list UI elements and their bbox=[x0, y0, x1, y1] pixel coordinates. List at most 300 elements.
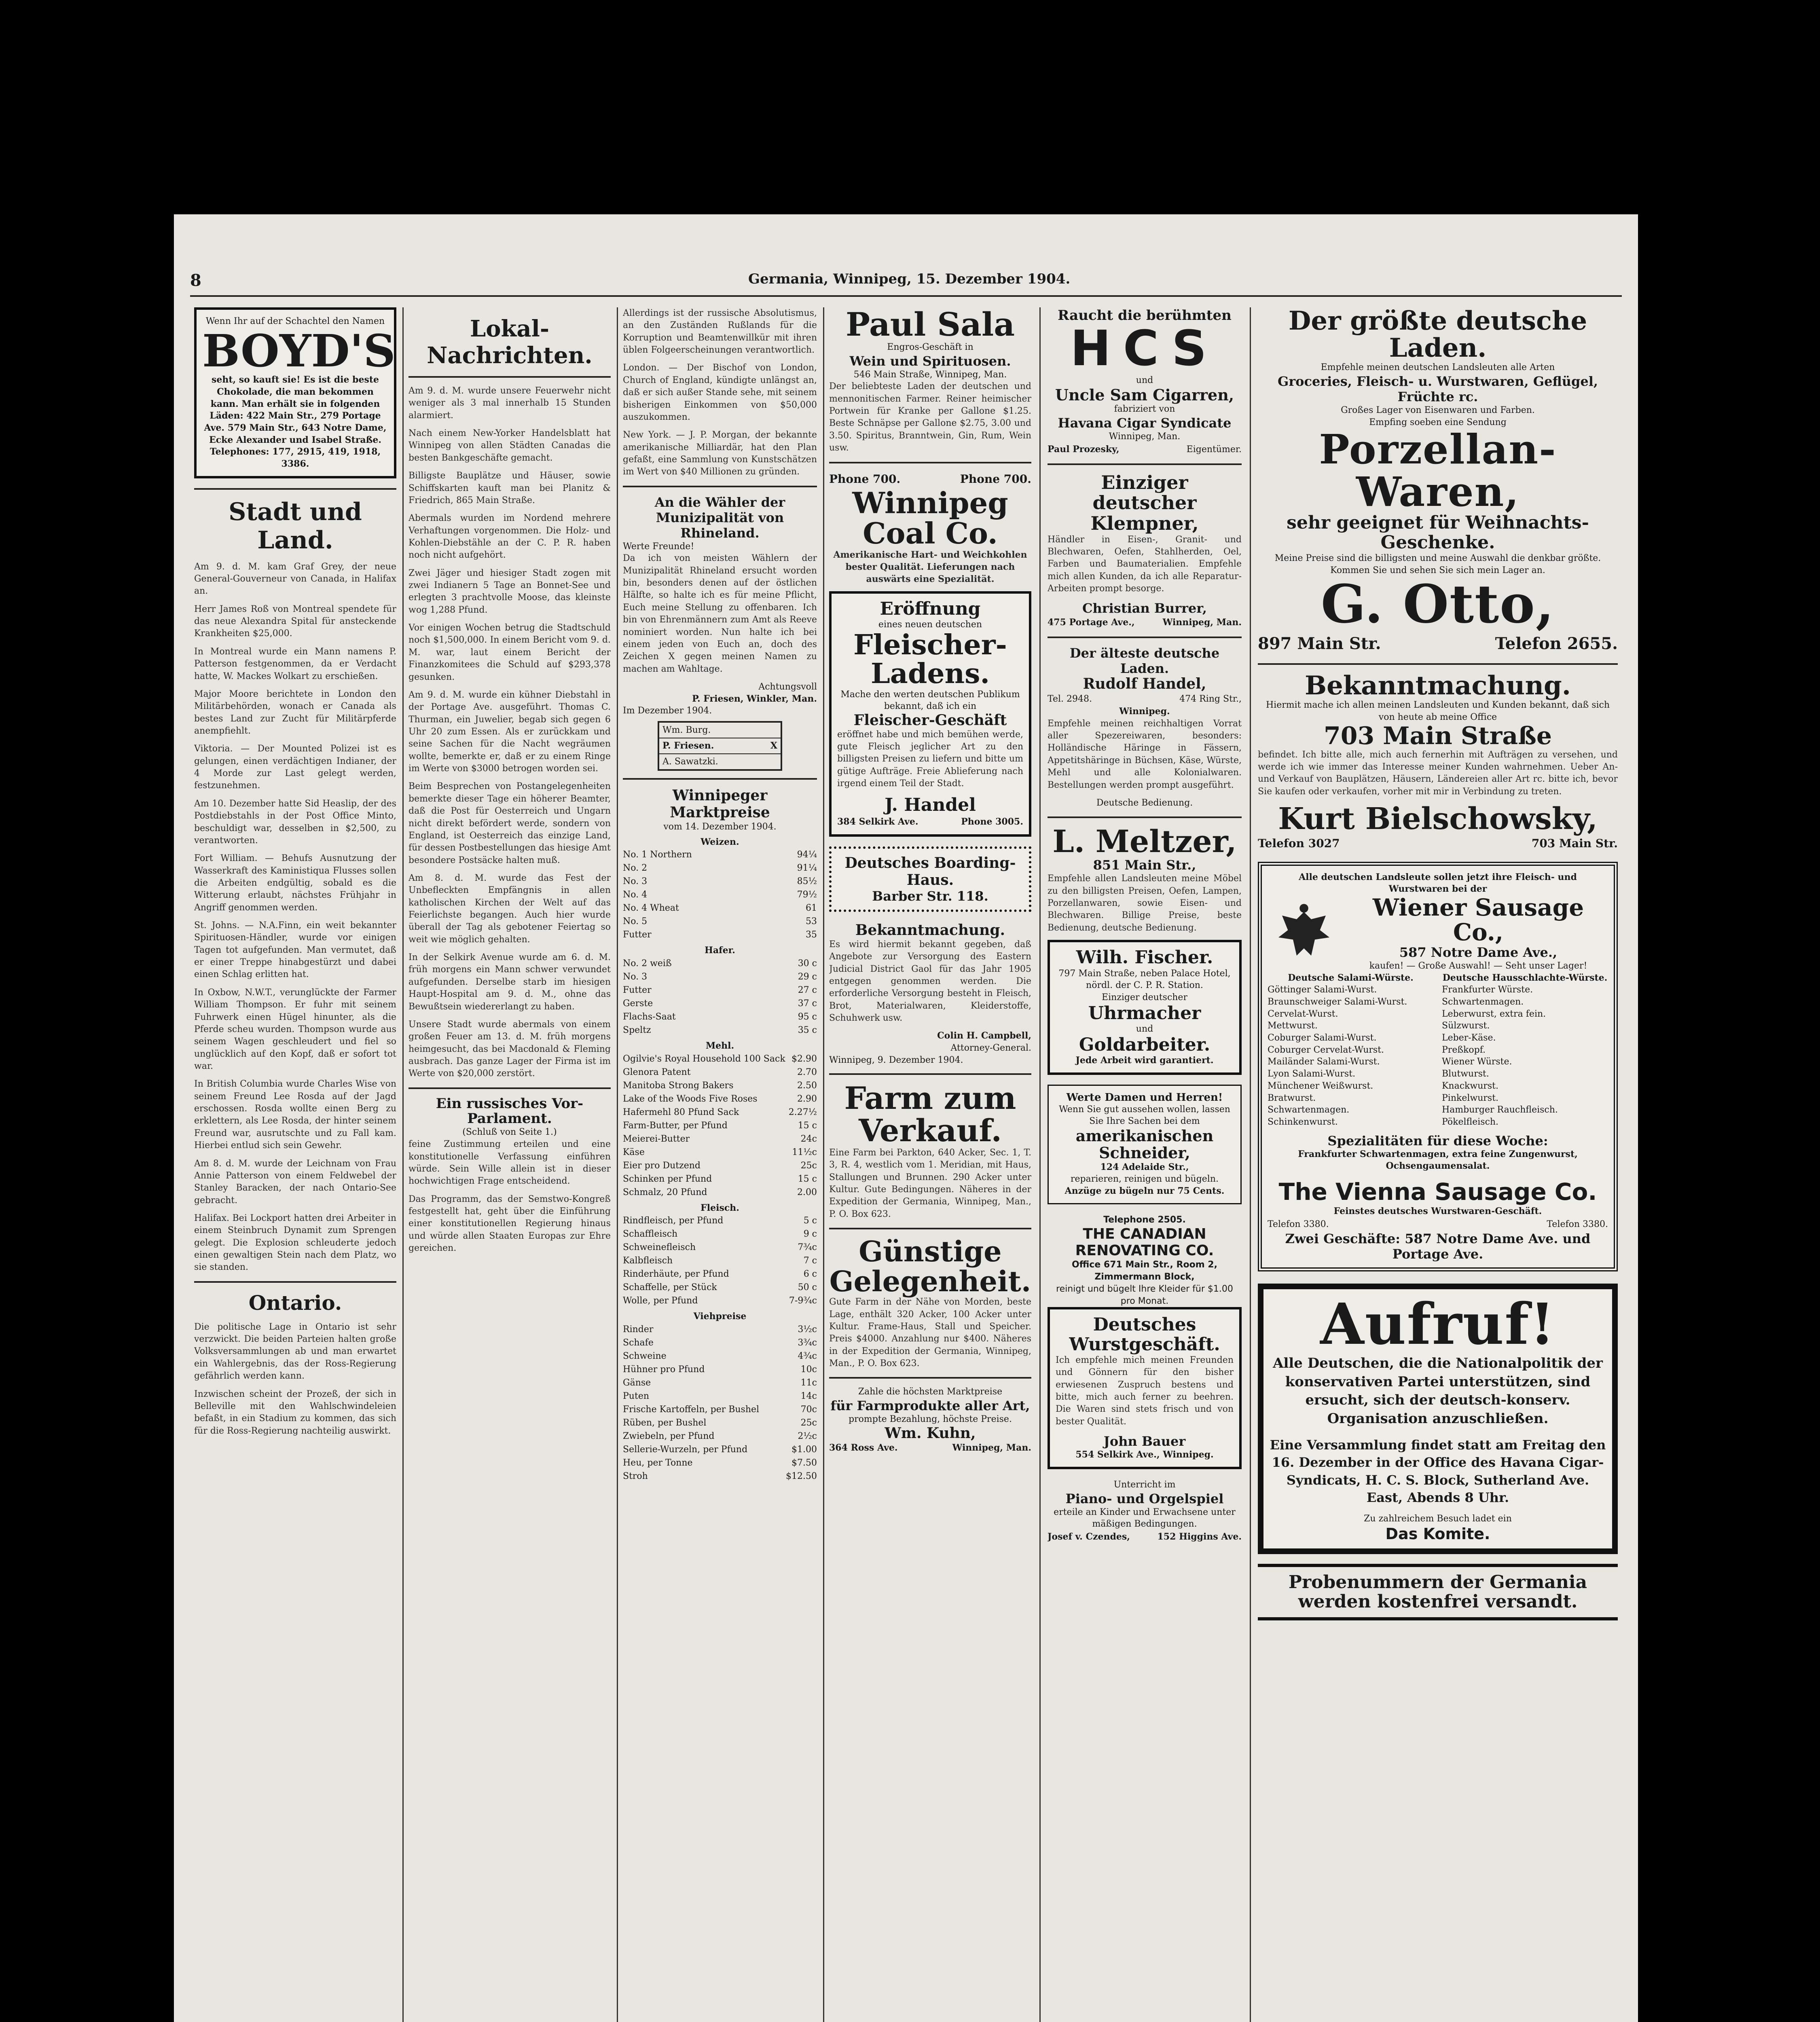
news-paragraph: In Oxbow, N.W.T., verunglückte der Farmer William Thompson. Er fuhr mit seinem Fuhrwerk einen Hügel hinunter, als die Pferde scheu wurden. Thompson wurde aus seinem Wagen geschleudert und fiel so unglücklich auf den Kopf, daß er sofort tot war. bbox=[194, 987, 396, 1071]
market-item: Schaffelle, per Stück bbox=[623, 1282, 717, 1293]
market-row bbox=[623, 848, 817, 861]
market-item: No. 3 bbox=[623, 972, 648, 982]
tailor-address: 124 Adelaide Str., bbox=[1100, 1161, 1189, 1172]
market-item: Schafe bbox=[623, 1338, 654, 1348]
news-paragraph: Beim Besprechen von Postangelegenheiten bemerkte dieser Tage ein höherer Beamter, daß die Post für Oesterreich und Ungarn nicht direkt befördert werde, sondern von England, ist Oesterreich das einzige Land, für dessen Postbestellungen das hiesige Amt besondere Postsäcke halten muß. bbox=[408, 781, 611, 865]
biel-title: Bekanntmachung. bbox=[1304, 670, 1571, 701]
market-group-heading: Viehpreise bbox=[693, 1311, 747, 1322]
vienna-list-right bbox=[1442, 972, 1608, 1128]
handel-city: Winnipeg. bbox=[1119, 706, 1170, 717]
otto-big: Porzellan-Waren, bbox=[1319, 425, 1557, 516]
vienna-product-item: Frankfurter Würste. bbox=[1442, 985, 1533, 995]
klempner-sign: Christian Burrer, bbox=[1082, 601, 1207, 616]
vienna-product-item: Göttinger Salami-Wurst. bbox=[1268, 985, 1377, 995]
vienna-product-item: Sülzwurst. bbox=[1442, 1021, 1490, 1031]
vienna-product-item: Coburger Cervelat-Wurst. bbox=[1268, 1045, 1384, 1055]
fleischer-t2: eines neuen deutschen bbox=[878, 620, 982, 630]
market-price: 27 c bbox=[798, 985, 817, 996]
market-item: No. 4 Wheat bbox=[623, 903, 679, 914]
column-3 bbox=[623, 307, 817, 2022]
market-item: Farm-Butter, per Pfund bbox=[623, 1120, 728, 1131]
handel-name: Rudolf Handel, bbox=[1083, 675, 1206, 693]
market-row bbox=[623, 1281, 817, 1294]
market-price: 24c bbox=[800, 1134, 817, 1144]
vienna-product-item: Leber-Käse. bbox=[1442, 1033, 1496, 1043]
kuhn-line3: prompte Bezahlung, höchste Preise. bbox=[849, 1414, 1012, 1424]
aufruf-l1: Zu zahlreichem Besuch ladet ein bbox=[1364, 1513, 1512, 1524]
vienna-left-head: Deutsche Salami-Würste. bbox=[1288, 972, 1414, 983]
market-price: $12.50 bbox=[786, 1471, 817, 1482]
piano-ad bbox=[1048, 1479, 1242, 1544]
appeal-greeting: Werte Freunde! bbox=[623, 541, 694, 552]
boarding-address: Barber Str. 118. bbox=[872, 888, 988, 904]
hcs-name: HCS bbox=[1070, 321, 1219, 377]
vienna-right-head: Deutsche Hausschlachte-Würste. bbox=[1442, 972, 1608, 983]
news-paragraph: feine Zustimmung erteilen und eine konstitutionelle Verfassung einführen würde. Sein Wille allein ist in dieser hochwichtigen Frage entscheidend. bbox=[408, 1139, 611, 1187]
market-item: Schaffleisch bbox=[623, 1229, 678, 1239]
hcs-l2: und bbox=[1136, 375, 1153, 385]
ballot-row: A. Sawatzki. bbox=[662, 757, 718, 767]
market-item: Schinken per Pfund bbox=[623, 1174, 712, 1184]
news-paragraph: Am 9. d. M. kam Graf Grey, der neue General-Gouverneur von Canada, in Halifax an. bbox=[194, 561, 396, 596]
gaol-notice bbox=[829, 922, 1031, 1066]
kuhn-line2: für Farmprodukte aller Art, bbox=[830, 1398, 1030, 1413]
market-row bbox=[623, 1159, 817, 1172]
bielschowsky-ad bbox=[1258, 672, 1618, 852]
fleischer-ad bbox=[829, 591, 1031, 837]
vienna-product-item: Pinkelwurst. bbox=[1442, 1093, 1499, 1103]
notice-title: Bekanntmachung. bbox=[855, 921, 1005, 939]
fischer-l2: Uhrmacher bbox=[1088, 1003, 1201, 1024]
column-6 bbox=[1258, 307, 1618, 2022]
market-price: 14c bbox=[800, 1391, 817, 1402]
vienna-phones: Telefon 3380. Telefon 3380. bbox=[1268, 1219, 1608, 1229]
notice-body: Es wird hiermit bekannt gegeben, daß Angebote zur Versorgung des Eastern Judicial District Gaol für das Jahr 1905 entgegen genommen werden. Die erforderliche Versorgung besteht in Fleisch, Brot, Materialwaren, Kleiderstoffe, Schuhwerk usw. bbox=[829, 939, 1031, 1023]
market-item: Flachs-Saat bbox=[623, 1012, 676, 1022]
market-price: 3¾c bbox=[798, 1338, 817, 1348]
fleischer-t3: Fleischer-Ladens. bbox=[853, 628, 1007, 690]
news-paragraph: London. — Der Bischof von London, Church of England, kündigte unlängst an, daß er sich außer Stande sehe, mit seinem bisherigen Einkommen von $50,000 auszukommen. bbox=[623, 363, 817, 422]
boarding-ad bbox=[829, 846, 1031, 912]
vienna-list-left bbox=[1268, 972, 1434, 1128]
market-item: Eier pro Dutzend bbox=[623, 1160, 700, 1171]
divider bbox=[829, 1073, 1031, 1075]
market-row bbox=[623, 1079, 817, 1092]
aufruf-sign: Das Komite. bbox=[1385, 1525, 1490, 1543]
market-price: 7 c bbox=[803, 1256, 817, 1266]
vienna-product-item: Schwartenmagen. bbox=[1268, 1105, 1350, 1115]
market-price: 70c bbox=[800, 1404, 817, 1415]
news-paragraph: In Montreal wurde ein Mann namens P. Patterson festgenommen, da er Verdacht hatte, W. Mackes Wolkart zu erschießen. bbox=[194, 646, 396, 681]
notice-sign: Colin H. Campbell, bbox=[937, 1030, 1031, 1041]
divider bbox=[623, 486, 817, 487]
divider bbox=[829, 1228, 1031, 1229]
kuhn-line1: Zahle die höchsten Marktpreise bbox=[858, 1387, 1003, 1397]
fleischer-t4: Fleischer-Geschäft bbox=[853, 712, 1007, 729]
news-paragraph: Viktoria. — Der Mounted Polizei ist es gelungen, einen verdächtigen Indianer, der 4 Morde zur Last gelegt werden, festzunehmen. bbox=[194, 744, 396, 791]
piano-footer: Josef v. Czendes, 152 Higgins Ave. bbox=[1048, 1531, 1242, 1542]
piano-l2: Piano- und Orgelspiel bbox=[1065, 1491, 1224, 1506]
market-group-heading: Hafer. bbox=[705, 945, 735, 956]
biel-footer: Telefon 3027 703 Main Str. bbox=[1258, 836, 1618, 850]
divider bbox=[829, 462, 1031, 463]
news-paragraph: Am 8. d. M. wurde der Leichnam von Frau Annie Patterson von einem Feldwebel der Stanley Baracken, der nach Ontario-See gebracht. bbox=[194, 1158, 396, 1206]
market-item: Schweinefleisch bbox=[623, 1242, 696, 1253]
tailor-l1: Werte Damen und Herren! bbox=[1066, 1091, 1223, 1104]
klempner-footer: 475 Portage Ave., Winnipeg, Man. bbox=[1048, 617, 1242, 628]
market-price: 6 c bbox=[803, 1269, 817, 1280]
market-item: Meierei-Butter bbox=[623, 1134, 690, 1144]
hcs-ad bbox=[1048, 307, 1242, 456]
renovating-address: Office 671 Main Str., Room 2, Zimmermann Block, bbox=[1072, 1260, 1217, 1282]
divider bbox=[1048, 816, 1242, 818]
market-price: 2.00 bbox=[797, 1187, 817, 1197]
farm-title: Farm zum Verkauf. bbox=[844, 1080, 1016, 1149]
market-row bbox=[623, 901, 817, 915]
market-row bbox=[623, 1349, 817, 1363]
tailor-body: Wenn Sie gut aussehen wollen, lassen Sie Ihre Sachen bei dem bbox=[1059, 1104, 1230, 1127]
market-item: No. 2 bbox=[623, 863, 648, 874]
market-row bbox=[623, 1430, 817, 1443]
market-row bbox=[623, 1443, 817, 1456]
divider bbox=[829, 1377, 1031, 1379]
market-item: Stroh bbox=[623, 1471, 648, 1482]
hcs-l1: Raucht die berühmten bbox=[1058, 307, 1232, 324]
market-item: Rindfleisch, per Pfund bbox=[623, 1216, 724, 1226]
news-paragraph: Am 8. d. M. wurde das Fest der Unbefleckten Empfängnis in allen katholischen Kirchen der Welt auf das Feierlichste begangen. Auch hier wurde überall der Tag als gebotener Feiertag so weit wie möglich gehalten. bbox=[408, 873, 611, 945]
vienna-product-item: Coburger Salami-Wurst. bbox=[1268, 1033, 1377, 1043]
appeal-date: Im Dezember 1904. bbox=[623, 706, 712, 716]
market-price: 4¾c bbox=[798, 1351, 817, 1362]
market-price: 95 c bbox=[798, 1012, 817, 1022]
tailor-name: amerikanischen Schneider, bbox=[1075, 1127, 1214, 1162]
market-item: Ogilvie's Royal Household 100 Sack bbox=[623, 1053, 785, 1064]
notice-role: Attorney-General. bbox=[950, 1043, 1031, 1053]
fischer-address: 797 Main Straße, neben Palace Hotel, nördl. der C. P. R. Station. bbox=[1058, 968, 1231, 991]
market-item: No. 4 bbox=[623, 890, 648, 900]
market-row bbox=[623, 1390, 817, 1403]
divider bbox=[194, 1281, 396, 1283]
market-item: Gerste bbox=[623, 998, 653, 1009]
biel-address-big: 703 Main Straße bbox=[1323, 721, 1552, 750]
market-item: Schweine bbox=[623, 1351, 667, 1362]
wurst-ad bbox=[1048, 1307, 1242, 1469]
market-row bbox=[623, 1172, 817, 1186]
market-row bbox=[623, 1254, 817, 1267]
news-paragraph: St. Johns. — N.A.Finn, ein weit bekannter Spirituosen-Händler, wurde vor einigen Tagen tot aufgefunden. Man vermutet, daß er einer Treppe hinabgestürzt und dabei einen Schlag erlitten hat. bbox=[194, 920, 396, 980]
klempner-body: Händler in Eisen-, Granit- und Blechwaren, Oefen, Stahlherden, Oel, Farben und Baumaterialien. Empfehle mich allen Kunden, da ich alle Reparatur-Arbeiten prompt besorge. bbox=[1048, 534, 1242, 594]
article-title-vor-parlament: Ein russisches Vor-Parlament. bbox=[436, 1095, 584, 1127]
kuhn-sign: Wm. Kuhn, bbox=[885, 1424, 976, 1442]
news-paragraph: Am 9. d. M. wurde ein kühner Diebstahl in der Portage Ave. ausgeführt. Thomas C. Thurman, ein Juwelier, begab sich gegen 6 Uhr 20 zum Essen. Als er zurückkam und seine Sachen für die Nacht wegräumen wollte, bemerkte er, daß er zu einem Ringe im Werte von $3000 betrogen worden sei. bbox=[408, 690, 611, 774]
market-item: Frische Kartoffeln, per Bushel bbox=[623, 1404, 760, 1415]
otto-l2: Groceries, Fleisch- u. Wurstwaren, Geflügel, Früchte rc. bbox=[1277, 374, 1598, 405]
market-price: 11c bbox=[800, 1378, 817, 1388]
boyds-name: BOYD'S bbox=[202, 324, 396, 377]
market-row bbox=[623, 1267, 817, 1281]
news-paragraph: Die politische Lage in Ontario ist sehr verzwickt. Die beiden Parteien halten große Volksversammlungen ab und man erwartet ein Wahlergebnis, das der Ross-Regierung gefährlich werden kann. bbox=[194, 1322, 396, 1381]
fleischer-sign: J. Handel bbox=[885, 795, 976, 816]
article-subtitle: (Schluß von Seite 1.) bbox=[462, 1127, 557, 1138]
market-row bbox=[623, 1146, 817, 1159]
market-row bbox=[623, 1092, 817, 1106]
market-row bbox=[623, 1066, 817, 1079]
masthead bbox=[190, 267, 1622, 297]
column-rule bbox=[823, 307, 824, 2022]
otto-l1: Empfehle meinen deutschen Landsleuten alle Arten bbox=[1321, 362, 1555, 373]
market-group-heading: Weizen. bbox=[700, 836, 739, 847]
fleischer-body2: eröffnet habe und mich bemühen werde, gute Fleisch jeglicher Art zu den billigsten Preisen zu liefern und bitte um gütige Aufträge. Freie Ablieferung nach irgend einem Teil der Stadt. bbox=[837, 729, 1023, 789]
market-price: 15 c bbox=[798, 1120, 817, 1131]
otto-title: Der größte deutsche Laden. bbox=[1288, 307, 1587, 364]
otto-l4: Empfing soeben eine Sendung bbox=[1369, 417, 1507, 427]
boyds-intro: Wenn Ihr auf der Schachtel den Namen bbox=[205, 316, 385, 326]
hcs-city: Winnipeg, Man. bbox=[1109, 431, 1181, 442]
column-rule bbox=[402, 307, 404, 2022]
boarding-name: Deutsches Boarding-Haus. bbox=[844, 854, 1016, 888]
wurst-title: Deutsches Wurstgeschäft. bbox=[1069, 1314, 1220, 1355]
market-price: 2½c bbox=[798, 1431, 817, 1442]
ballot-row: P. Friesen. X bbox=[659, 738, 781, 754]
meltzer-body: Empfehle allen Landsleuten meine Möbel zu den billigsten Preisen, Oefen, Lampen, Porzellanwaren, sowie Eisen- und Blechwaren. Billige Preise, beste Bedienung, deutsche Bedienung. bbox=[1048, 874, 1242, 933]
appeal-signature: P. Friesen, Winkler, Man. bbox=[692, 693, 817, 704]
news-paragraph: Billigste Bauplätze und Häuser, sowie Schiffskarten kauft man bei Planitz & Friedrich, 865 Main Straße. bbox=[408, 471, 611, 506]
meltzer-name: L. Meltzer, bbox=[1052, 823, 1237, 859]
market-price: 25c bbox=[800, 1418, 817, 1428]
klempner-title: Einziger deutscher Klempner, bbox=[1090, 471, 1199, 535]
market-item: Rüben, per Bushel bbox=[623, 1418, 707, 1428]
news-paragraph: Vor einigen Wochen betrug die Stadtschuld noch $1,500,000. In einem Bericht vom 9. d. M. war, laut einem Bericht der Finanzkomitees die Schuld auf $293,378 gesunken. bbox=[408, 623, 611, 682]
coal-phones: Phone 700. Phone 700. bbox=[829, 472, 1031, 486]
market-row bbox=[623, 957, 817, 970]
section-title-stadt-und-land: Stadt und Land. bbox=[229, 497, 362, 554]
column-1 bbox=[194, 307, 396, 2022]
vienna-spec: Frankfurter Schwartenmagen, extra feine Zungenwurst, Ochsengaumensalat. bbox=[1298, 1148, 1578, 1172]
wurst-address: 554 Selkirk Ave., Winnipeg. bbox=[1075, 1449, 1214, 1460]
renovating-tel: Telephone 2505. bbox=[1103, 1214, 1186, 1225]
otto-l6: Meine Preise sind die billigsten und meine Auswahl die denkbar größte. bbox=[1274, 553, 1601, 564]
market-price: $1.00 bbox=[791, 1445, 817, 1455]
market-item: Käse bbox=[623, 1147, 645, 1157]
market-row bbox=[623, 1010, 817, 1024]
column-4 bbox=[829, 307, 1031, 2022]
market-price: 2.50 bbox=[797, 1080, 817, 1091]
market-row bbox=[623, 1214, 817, 1227]
handel-foot: Deutsche Bedienung. bbox=[1096, 797, 1193, 808]
market-row bbox=[623, 1416, 817, 1430]
market-price: 37 c bbox=[798, 998, 817, 1009]
fleischer-footer: 384 Selkirk Ave. Phone 3005. bbox=[837, 816, 1023, 827]
wurst-body: Ich empfehle mich meinen Freunden und Gönnern für den bisher erwiesenen Zuspruch bestens und bitte, mich auch ferner zu beehren. Die Waren sind stets frisch und von bester Qualität. bbox=[1056, 1355, 1234, 1427]
market-price: 79½ bbox=[797, 890, 817, 900]
market-row bbox=[623, 1024, 817, 1037]
news-paragraph: New York. — J. P. Morgan, der bekannte amerikanische Milliardär, hat den Plan gefaßt, eine Sammlung von Kunstschätzen im Wert von $40 Millionen zu gründen. bbox=[623, 430, 817, 477]
vienna-product-item: Lyon Salami-Wurst. bbox=[1268, 1069, 1356, 1079]
market-group-heading: Fleisch. bbox=[700, 1202, 739, 1213]
market-item: Puten bbox=[623, 1391, 650, 1402]
market-price: 7-9¾c bbox=[789, 1296, 817, 1306]
boyds-body: seht, so kauft sie! Es ist die beste Chokolade, die man bekommen kann. Man erhält sie in folgenden Läden: 422 Main Str., 279 Portage Ave. 579 Main Str., 643 Notre Dame, Ecke Alexander und Isabel Straße. bbox=[204, 374, 387, 445]
news-paragraph: Fort William. — Behufs Ausnutzung der Wasserkraft des Kaministiqua Flusses sollen die Arbeiten endgültig, sobald es die Witterung erlaubt, nächstes Frühjahr in Angriff genommen werden. bbox=[194, 853, 396, 913]
market-date: vom 14. Dezember 1904. bbox=[663, 822, 777, 832]
vienna-product-item: Cervelat-Wurst. bbox=[1268, 1009, 1338, 1019]
newspaper-page bbox=[174, 214, 1638, 2022]
vienna-product-item: Schinkenwurst. bbox=[1268, 1117, 1338, 1127]
hcs-l3: Uncle Sam Cigarren, bbox=[1055, 385, 1234, 404]
market-price: 2.27½ bbox=[788, 1107, 817, 1117]
fischer-l1: Einziger deutscher bbox=[1102, 992, 1187, 1003]
market-item: No. 1 Northern bbox=[623, 850, 692, 860]
market-price: 5 c bbox=[803, 1216, 817, 1226]
vienna-product-item: Blutwurst. bbox=[1442, 1069, 1489, 1079]
market-row bbox=[623, 915, 817, 928]
renovating-body: reinigt und bügelt Ihre Kleider für $1.00 pro Monat. bbox=[1056, 1284, 1233, 1306]
probenummern-notice: Probenummern der Germania werden kostenfrei versandt. bbox=[1258, 1564, 1618, 1621]
sala-body: Der beliebteste Laden der deutschen und mennonitischen Farmer. Reiner heimischer Portwein für Kranke per Gallone $1.25. Beste Schnäpse per Gallone $2.75, 3.00 und 3.50. Spiritus, Branntwein, Gin, Rum, Wein usw. bbox=[829, 381, 1031, 453]
divider bbox=[194, 488, 396, 490]
vienna-product-item: Hamburger Rauchfleisch. bbox=[1442, 1105, 1558, 1115]
vienna-brand-sub: Feinstes deutsches Wurstwaren-Geschäft. bbox=[1333, 1206, 1542, 1216]
market-price: $2.90 bbox=[791, 1053, 817, 1064]
vienna-product-item: Wiener Würste. bbox=[1442, 1057, 1512, 1067]
column-rule bbox=[617, 307, 618, 2022]
market-group-heading: Mehl. bbox=[705, 1041, 734, 1051]
market-row bbox=[623, 970, 817, 984]
market-row bbox=[623, 1186, 817, 1199]
column-2 bbox=[408, 307, 611, 2022]
market-row bbox=[623, 1132, 817, 1146]
vienna-product-item: Mettwurst. bbox=[1268, 1021, 1318, 1031]
market-row bbox=[623, 997, 817, 1010]
kuhn-footer: 364 Ross Ave. Winnipeg, Man. bbox=[829, 1442, 1031, 1453]
market-price: 50 c bbox=[798, 1282, 817, 1293]
market-row bbox=[623, 1323, 817, 1336]
aufruf-body2: Eine Versammlung findet statt am Freitag den 16. Dezember in der Office des Havana Cigar-Syndicats, H. C. S. Block, Sutherland Ave. East, Abends 8 Uhr. bbox=[1270, 1437, 1606, 1505]
vienna-header bbox=[1268, 895, 1608, 972]
market-item: Glenora Patent bbox=[623, 1067, 691, 1077]
vienna-name: Wiener Sausage Co., bbox=[1372, 894, 1584, 946]
divider bbox=[408, 1087, 611, 1089]
farm-body: Eine Farm bei Parkton, 640 Acker, Sec. 1, T. 3, R. 4, westlich vom 1. Meridian, mit Haus, Stallungen und Brunnen. 290 Acker unter Kultur. Gute Bedingungen. Näheres in der Expedition der Germania, Winnipeg, Man., P. O. Box 623. bbox=[829, 1147, 1031, 1219]
vienna-product-item: Schwartenmagen. bbox=[1442, 997, 1524, 1007]
market-row bbox=[623, 1376, 817, 1390]
news-paragraph: Inzwischen scheint der Prozeß, der sich in Belleville mit den Wahlschwindeleien befaßt, in ein Stadium zu kommen, das sich für die Ross-Regierung nachteilig auswirkt. bbox=[194, 1389, 396, 1436]
fischer-foot: Jede Arbeit wird garantiert. bbox=[1075, 1055, 1214, 1066]
divider bbox=[408, 376, 611, 378]
vienna-product-item: Bratwurst. bbox=[1268, 1093, 1316, 1103]
vienna-branches: Zwei Geschäfte: 587 Notre Dame Ave. und Portage Ave. bbox=[1285, 1231, 1591, 1262]
market-row bbox=[623, 1294, 817, 1307]
vienna-brand: The Vienna Sausage Co. bbox=[1278, 1178, 1597, 1206]
hcs-owner: Paul Prozesky, Eigentümer. bbox=[1048, 444, 1242, 455]
appeal-body: Da ich von meisten Wählern der Munizipalität Rhineland ersucht worden bin, besonders denen auf der östlichen Hälfte, so halte ich es für meine Pflicht, Euch meine Stellung zu offenbaren. Ich bin von Ehrenmännern zum Amt als Reeve nominiert worden. Nun halte ich bei einem jeden von Euch an, doch des Zeichen X gegen meinen Namen zu machen am Wahltage. bbox=[623, 553, 817, 674]
column-5 bbox=[1048, 307, 1242, 2022]
vienna-right-items bbox=[1442, 984, 1608, 1128]
market-item: Futter bbox=[623, 985, 652, 996]
market-item: Wolle, per Pfund bbox=[623, 1296, 698, 1306]
market-price: 94¼ bbox=[797, 850, 817, 860]
market-item: No. 3 bbox=[623, 876, 648, 887]
tailor-l2: reparieren, reinigen und bügeln. bbox=[1070, 1174, 1219, 1184]
news-paragraph: Halifax. Bei Lockport hatten drei Arbeiter in einem Steinbruch Dynamit zum Sprengen gelegt. Die Explosion schleuderte jedoch einen gewaltigen Stein nach dem Platz, wo sie standen. bbox=[194, 1213, 396, 1273]
handel-contact: Tel. 2948. 474 Ring Str., bbox=[1048, 694, 1242, 704]
fischer-l3: und bbox=[1136, 1024, 1153, 1034]
market-item: Hühner pro Pfund bbox=[623, 1364, 705, 1375]
market-item: No. 5 bbox=[623, 916, 648, 927]
piano-l1: Unterricht im bbox=[1113, 1479, 1176, 1490]
fleischer-body: Mache den werten deutschen Publikum bekannt, daß ich ein bbox=[840, 689, 1020, 712]
vienna-sausage-ad bbox=[1258, 862, 1618, 1271]
market-price: 91¼ bbox=[797, 863, 817, 874]
section-title-ontario: Ontario. bbox=[248, 1290, 342, 1315]
market-row bbox=[623, 888, 817, 901]
appeal-title: An die Wähler der Munizipalität von Rhineland. bbox=[654, 494, 785, 541]
handel-body: Empfehle meinen reichhaltigen Vorrat aller Spezereiwaren, besonders: Holländische Häringe in Fässern, Appetitshäringe in Büchsen, Käse, Würste, Mehl und alle Kolonialwaren. Bestellungen werden prompt ausgeführt. bbox=[1048, 718, 1242, 790]
aufruf-body: Alle Deutschen, die die Nationalpolitik der konservativen Partei unterstützen, sind ersucht, sich der deutsch-konserv. Organisation anzuschließen. bbox=[1273, 1355, 1603, 1427]
otto-footer: 897 Main Str. Telefon 2655. bbox=[1258, 634, 1618, 654]
sala-line2: Wein und Spirituosen. bbox=[849, 353, 1011, 369]
market-row bbox=[623, 1227, 817, 1241]
vienna-product-item: Knackwurst. bbox=[1442, 1081, 1499, 1091]
handel-title: Der älteste deutsche Laden. bbox=[1069, 645, 1220, 677]
notice-date: Winnipeg, 9. Dezember 1904. bbox=[829, 1055, 963, 1065]
fischer-name: Wilh. Fischer. bbox=[1076, 947, 1213, 968]
renovating-ad bbox=[1048, 1214, 1242, 1307]
market-item: Gänse bbox=[623, 1378, 651, 1388]
market-price: 53 bbox=[806, 916, 817, 927]
vienna-product-lists bbox=[1268, 972, 1608, 1128]
market-price: 85½ bbox=[797, 876, 817, 887]
column-rule bbox=[1250, 307, 1251, 2022]
market-row bbox=[623, 1106, 817, 1119]
news-paragraph: In der Selkirk Avenue wurde am 6. d. M. früh morgens ein Mann schwer verwundet aufgefunden. Derselbe starb im hiesigen Haupt-Hospital am 9. d. M., ohne das Bewußtsein wiedererlangt zu haben. bbox=[408, 952, 611, 1012]
market-price: 35 c bbox=[798, 1025, 817, 1036]
market-row bbox=[623, 861, 817, 875]
renovating-name: THE CANADIAN RENOVATING CO. bbox=[1075, 1226, 1214, 1259]
market-price: 61 bbox=[806, 903, 817, 914]
market-row bbox=[623, 1470, 817, 1483]
market-price: 11½c bbox=[792, 1147, 817, 1157]
market-price: 25c bbox=[800, 1160, 817, 1171]
news-paragraph: Am 9. d. M. wurde unsere Feuerwehr nicht weniger als 3 mal innerhalb 15 Stunden alarmiert. bbox=[408, 386, 611, 421]
coal-body: Amerikanische Hart- und Weichkohlen bester Qualität. Lieferungen nach auswärts eine Spezialität. bbox=[833, 549, 1027, 585]
market-item: Speltz bbox=[623, 1025, 651, 1036]
ballot-row: Wm. Burg. bbox=[659, 723, 781, 738]
market-row bbox=[623, 1456, 817, 1470]
section-title-lokal-nachrichten: Lokal-Nachrichten. bbox=[427, 315, 593, 369]
market-item: Heu, per Tonne bbox=[623, 1458, 693, 1468]
vienna-l2: kaufen! — Große Auswahl! — Seht unser Lager! bbox=[1369, 960, 1587, 971]
sala-ad bbox=[829, 307, 1031, 455]
fleischer-t1: Eröffnung bbox=[880, 598, 981, 619]
meltzer-address: 851 Main Str., bbox=[1093, 857, 1196, 873]
market-price: 3½c bbox=[798, 1324, 817, 1335]
market-price: 35 bbox=[806, 930, 817, 940]
biel-name: Kurt Bielschowsky, bbox=[1278, 802, 1598, 837]
news-paragraph: Das Programm, das der Semstwo-Kongreß festgestellt hat, geht über die Einführung einer konstitutionellen Regierung hinaus und würde allen Staaten Europas zur Ehre gereichen. bbox=[408, 1194, 611, 1254]
aufruf-ad bbox=[1258, 1284, 1618, 1554]
piano-body: erteile an Kinder und Erwachsene unter mäßigen Bedingungen. bbox=[1054, 1507, 1236, 1529]
boyds-ad bbox=[194, 307, 396, 478]
market-item: Lake of the Woods Five Roses bbox=[623, 1093, 758, 1104]
market-row bbox=[623, 1363, 817, 1376]
otto-ad bbox=[1258, 307, 1618, 656]
market-item: Kalbfleisch bbox=[623, 1256, 673, 1266]
vienna-left-items bbox=[1268, 984, 1434, 1128]
vienna-address: 587 Notre Dame Ave., bbox=[1399, 944, 1558, 960]
market-row bbox=[623, 1052, 817, 1066]
otto-name: G. Otto, bbox=[1321, 573, 1555, 635]
